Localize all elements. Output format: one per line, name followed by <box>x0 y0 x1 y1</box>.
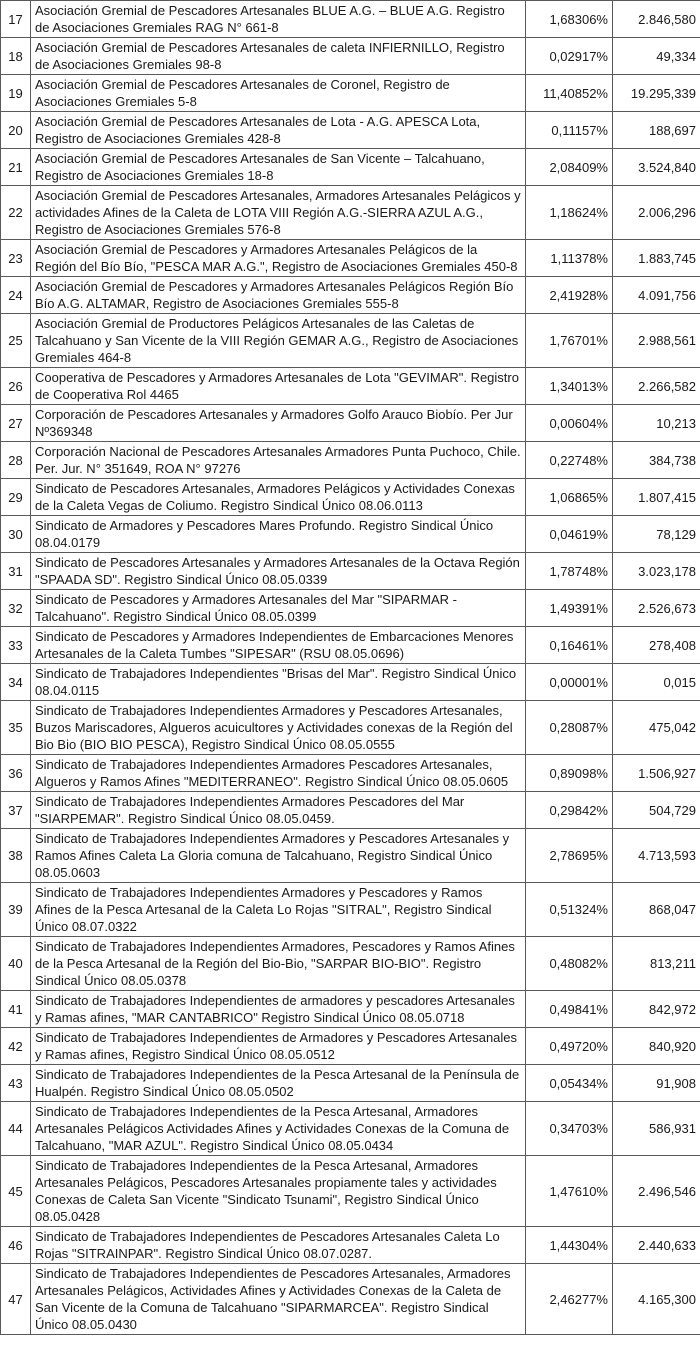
table-row <box>1 1264 700 1335</box>
table-row <box>1 479 700 516</box>
quota-value: 475,042 <box>613 701 700 755</box>
quota-value: 19.295,339 <box>613 75 700 112</box>
row-number: 30 <box>1 516 31 553</box>
organization-description: Asociación Gremial de Pescadores Artesanales BLUE A.G. – BLUE A.G. Registro de Asociaciones Gremiales RAG N° 661-8 <box>31 1 526 38</box>
participation-percentage: 0,34703% <box>526 1102 613 1156</box>
quota-value: 504,729 <box>613 792 700 829</box>
quota-value: 3.023,178 <box>613 553 700 590</box>
quota-value: 4.713,593 <box>613 829 700 883</box>
table-row <box>1 755 700 792</box>
participation-percentage: 1,76701% <box>526 314 613 368</box>
organization-description: Sindicato de Trabajadores Independientes de armadores y pescadores Artesanales y Ramas afines, "MAR CANTABRICO" Registro Sindical Único 08.05.0718 <box>31 991 526 1028</box>
quota-value: 1.506,927 <box>613 755 700 792</box>
row-number: 43 <box>1 1065 31 1102</box>
organization-description: Sindicato de Trabajadores Independientes de Pescadores Artesanales, Armadores Artesanales Pelágicos, Actividades Afines y Actividades Conexas de la Caleta de San Vicente de la Comuna de Talcahuano "SIPARMARCEA". Registro Sindical Único 08.05.0430 <box>31 1264 526 1335</box>
row-number: 41 <box>1 991 31 1028</box>
participation-percentage: 0,02917% <box>526 38 613 75</box>
organization-description: Sindicato de Trabajadores Independientes Armadores y Pescadores Artesanales y Ramos Afines Caleta La Gloria comuna de Talcahuano, Registro Sindical Único 08.05.0603 <box>31 829 526 883</box>
participation-percentage: 1,47610% <box>526 1156 613 1227</box>
participation-percentage: 0,29842% <box>526 792 613 829</box>
quota-value: 3.524,840 <box>613 149 700 186</box>
table-row <box>1 442 700 479</box>
organization-description: Sindicato de Trabajadores Independientes Armadores, Pescadores y Ramos Afines de la Pesca Artesanal de la Región del Bio-Bio, "SARPAR BIO-BIO". Registro Sindical Único 08.05.0378 <box>31 937 526 991</box>
table-row <box>1 405 700 442</box>
participation-percentage: 0,16461% <box>526 627 613 664</box>
table-row <box>1 516 700 553</box>
organization-description: Asociación Gremial de Productores Pelágicos Artesanales de las Caletas de Talcahuano y San Vicente de la VIII Región GEMAR A.G., Registro de Asociaciones Gremiales 464-8 <box>31 314 526 368</box>
quota-value: 868,047 <box>613 883 700 937</box>
quota-value: 1.807,415 <box>613 479 700 516</box>
row-number: 22 <box>1 186 31 240</box>
table-row <box>1 937 700 991</box>
table-row <box>1 792 700 829</box>
row-number: 38 <box>1 829 31 883</box>
quota-value: 10,213 <box>613 405 700 442</box>
table-row <box>1 1156 700 1227</box>
quota-value: 384,738 <box>613 442 700 479</box>
quota-value: 586,931 <box>613 1102 700 1156</box>
participation-percentage: 1,11378% <box>526 240 613 277</box>
quota-value: 2.988,561 <box>613 314 700 368</box>
participation-percentage: 0,22748% <box>526 442 613 479</box>
quota-value: 813,211 <box>613 937 700 991</box>
participation-percentage: 1,18624% <box>526 186 613 240</box>
organization-description: Sindicato de Pescadores y Armadores Independientes de Embarcaciones Menores Artesanales de la Caleta Tumbes "SIPESAR" (RSU 08.05.0696) <box>31 627 526 664</box>
participation-percentage: 0,00604% <box>526 405 613 442</box>
quota-value: 4.165,300 <box>613 1264 700 1335</box>
row-number: 18 <box>1 38 31 75</box>
row-number: 42 <box>1 1028 31 1065</box>
organization-description: Asociación Gremial de Pescadores Artesanales de Coronel, Registro de Asociaciones Gremiales 5-8 <box>31 75 526 112</box>
table-row <box>1 991 700 1028</box>
participation-percentage: 0,89098% <box>526 755 613 792</box>
row-number: 44 <box>1 1102 31 1156</box>
participation-percentage: 0,28087% <box>526 701 613 755</box>
participation-percentage: 1,78748% <box>526 553 613 590</box>
quota-value: 842,972 <box>613 991 700 1028</box>
table-row <box>1 590 700 627</box>
row-number: 40 <box>1 937 31 991</box>
organization-description: Sindicato de Trabajadores Independientes Armadores Pescadores del Mar "SIARPEMAR". Registro Sindical Único 08.05.0459. <box>31 792 526 829</box>
table-row <box>1 701 700 755</box>
table-row <box>1 627 700 664</box>
quota-value: 2.266,582 <box>613 368 700 405</box>
row-number: 19 <box>1 75 31 112</box>
row-number: 34 <box>1 664 31 701</box>
participation-percentage: 0,04619% <box>526 516 613 553</box>
table-row <box>1 149 700 186</box>
row-number: 28 <box>1 442 31 479</box>
row-number: 21 <box>1 149 31 186</box>
quota-value: 1.883,745 <box>613 240 700 277</box>
row-number: 29 <box>1 479 31 516</box>
organization-description: Sindicato de Trabajadores Independientes "Brisas del Mar". Registro Sindical Único 08.04.0115 <box>31 664 526 701</box>
quota-value: 4.091,756 <box>613 277 700 314</box>
organization-description: Cooperativa de Pescadores y Armadores Artesanales de Lota "GEVIMAR". Registro de Cooperativa Rol 4465 <box>31 368 526 405</box>
participation-percentage: 0,51324% <box>526 883 613 937</box>
participation-percentage: 1,68306% <box>526 1 613 38</box>
participation-percentage: 0,49720% <box>526 1028 613 1065</box>
participation-percentage: 2,41928% <box>526 277 613 314</box>
row-number: 36 <box>1 755 31 792</box>
quota-value: 2.526,673 <box>613 590 700 627</box>
quota-value: 0,015 <box>613 664 700 701</box>
quota-value: 49,334 <box>613 38 700 75</box>
organizations-table-body <box>1 1 700 1335</box>
quota-value: 2.846,580 <box>613 1 700 38</box>
table-row <box>1 240 700 277</box>
row-number: 27 <box>1 405 31 442</box>
quota-value: 78,129 <box>613 516 700 553</box>
organization-description: Asociación Gremial de Pescadores Artesanales de Lota - A.G. APESCA Lota, Registro de Asociaciones Gremiales 428-8 <box>31 112 526 149</box>
table-row <box>1 368 700 405</box>
participation-percentage: 0,05434% <box>526 1065 613 1102</box>
organization-description: Corporación Nacional de Pescadores Artesanales Armadores Punta Puchoco, Chile. Per. Jur. N° 351649, ROA N° 97276 <box>31 442 526 479</box>
table-row <box>1 553 700 590</box>
organization-description: Asociación Gremial de Pescadores y Armadores Artesanales Pelágicos Región Bío Bío A.G. ALTAMAR, Registro de Asociaciones Gremiales 555-8 <box>31 277 526 314</box>
organization-description: Sindicato de Trabajadores Independientes de Pescadores Artesanales Caleta Lo Rojas "SITRAINPAR". Registro Sindical Único 08.07.0287. <box>31 1227 526 1264</box>
organization-description: Asociación Gremial de Pescadores Artesanales, Armadores Artesanales Pelágicos y actividades Afines de la Caleta de LOTA VIII Región A.G.-SIERRA AZUL A.G., Registro de Asociaciones Gremiales 576-8 <box>31 186 526 240</box>
row-number: 31 <box>1 553 31 590</box>
table-row <box>1 38 700 75</box>
table-row <box>1 314 700 368</box>
participation-percentage: 1,06865% <box>526 479 613 516</box>
row-number: 23 <box>1 240 31 277</box>
table-row <box>1 664 700 701</box>
quota-value: 91,908 <box>613 1065 700 1102</box>
organization-description: Sindicato de Armadores y Pescadores Mares Profundo. Registro Sindical Único 08.04.0179 <box>31 516 526 553</box>
row-number: 26 <box>1 368 31 405</box>
quota-value: 188,697 <box>613 112 700 149</box>
organization-description: Sindicato de Pescadores y Armadores Artesanales del Mar "SIPARMAR - Talcahuano". Registro Sindical Único 08.05.0399 <box>31 590 526 627</box>
row-number: 39 <box>1 883 31 937</box>
table-row <box>1 883 700 937</box>
table-row <box>1 829 700 883</box>
row-number: 37 <box>1 792 31 829</box>
organization-description: Asociación Gremial de Pescadores Artesanales de San Vicente – Talcahuano, Registro de Asociaciones Gremiales 18-8 <box>31 149 526 186</box>
participation-percentage: 1,44304% <box>526 1227 613 1264</box>
organization-description: Asociación Gremial de Pescadores y Armadores Artesanales Pelágicos de la Región del Bío Bío, "PESCA MAR A.G.", Registro de Asociaciones Gremiales 450-8 <box>31 240 526 277</box>
row-number: 33 <box>1 627 31 664</box>
row-number: 47 <box>1 1264 31 1335</box>
organization-description: Sindicato de Pescadores Artesanales, Armadores Pelágicos y Actividades Conexas de la Caleta Vegas de Coliumo. Registro Sindical Único 08.06.0113 <box>31 479 526 516</box>
quota-value: 2.006,296 <box>613 186 700 240</box>
organization-description: Sindicato de Pescadores Artesanales y Armadores Artesanales de la Octava Región "SPAADA SD". Registro Sindical Único 08.05.0339 <box>31 553 526 590</box>
participation-percentage: 2,78695% <box>526 829 613 883</box>
table-row <box>1 1028 700 1065</box>
table-row <box>1 277 700 314</box>
row-number: 17 <box>1 1 31 38</box>
participation-percentage: 1,34013% <box>526 368 613 405</box>
table-row <box>1 1 700 38</box>
quota-value: 2.440,633 <box>613 1227 700 1264</box>
participation-percentage: 0,48082% <box>526 937 613 991</box>
table-row <box>1 186 700 240</box>
organization-description: Sindicato de Trabajadores Independientes de la Pesca Artesanal, Armadores Artesanales Pelágicos Actividades Afines y Actividades Conexas de la Comuna de Talcahuano, "MAR AZUL". Registro Sindical Único 08.05.0434 <box>31 1102 526 1156</box>
row-number: 20 <box>1 112 31 149</box>
organization-description: Sindicato de Trabajadores Independientes Armadores y Pescadores Artesanales, Buzos Mariscadores, Algueros acuicultores y Actividades conexas de la Región del Bio Bio (BIO BIO PESCA), Registro Sindical Único 08.05.0555 <box>31 701 526 755</box>
quota-value: 278,408 <box>613 627 700 664</box>
participation-percentage: 2,08409% <box>526 149 613 186</box>
table-row <box>1 112 700 149</box>
organization-description: Sindicato de Trabajadores Independientes Armadores Pescadores Artesanales, Algueros y Ramos Afines "MEDITERRANEO". Registro Sindical Único 08.05.0605 <box>31 755 526 792</box>
row-number: 24 <box>1 277 31 314</box>
table-row <box>1 1065 700 1102</box>
organization-description: Sindicato de Trabajadores Independientes de la Pesca Artesanal de la Península de Hualpén. Registro Sindical Único 08.05.0502 <box>31 1065 526 1102</box>
row-number: 25 <box>1 314 31 368</box>
row-number: 35 <box>1 701 31 755</box>
participation-percentage: 11,40852% <box>526 75 613 112</box>
participation-percentage: 0,49841% <box>526 991 613 1028</box>
table-row <box>1 75 700 112</box>
participation-percentage: 0,11157% <box>526 112 613 149</box>
organization-description: Asociación Gremial de Pescadores Artesanales de caleta INFIERNILLO, Registro de Asociaciones Gremiales 98-8 <box>31 38 526 75</box>
row-number: 46 <box>1 1227 31 1264</box>
organization-description: Sindicato de Trabajadores Independientes de la Pesca Artesanal, Armadores Artesanales Pelágicos, Pescadores Artesanales propiamente tales y actividades Conexas de Caleta San Vicente "Sindicato Tsunami", Registro Sindical Único 08.05.0428 <box>31 1156 526 1227</box>
row-number: 32 <box>1 590 31 627</box>
table-row <box>1 1227 700 1264</box>
quota-value: 2.496,546 <box>613 1156 700 1227</box>
organization-description: Sindicato de Trabajadores Independientes de Armadores y Pescadores Artesanales y Ramas afines, Registro Sindical Único 08.05.0512 <box>31 1028 526 1065</box>
organization-description: Sindicato de Trabajadores Independientes Armadores y Pescadores y Ramos Afines de la Pesca Artesanal de la Caleta Lo Rojas "SITRAL", Registro Sindical Único 08.07.0322 <box>31 883 526 937</box>
row-number: 45 <box>1 1156 31 1227</box>
participation-percentage: 0,00001% <box>526 664 613 701</box>
participation-percentage: 2,46277% <box>526 1264 613 1335</box>
quota-value: 840,920 <box>613 1028 700 1065</box>
table-row <box>1 1102 700 1156</box>
participation-percentage: 1,49391% <box>526 590 613 627</box>
organization-description: Corporación de Pescadores Artesanales y Armadores Golfo Arauco Biobío. Per Jur Nº369348 <box>31 405 526 442</box>
